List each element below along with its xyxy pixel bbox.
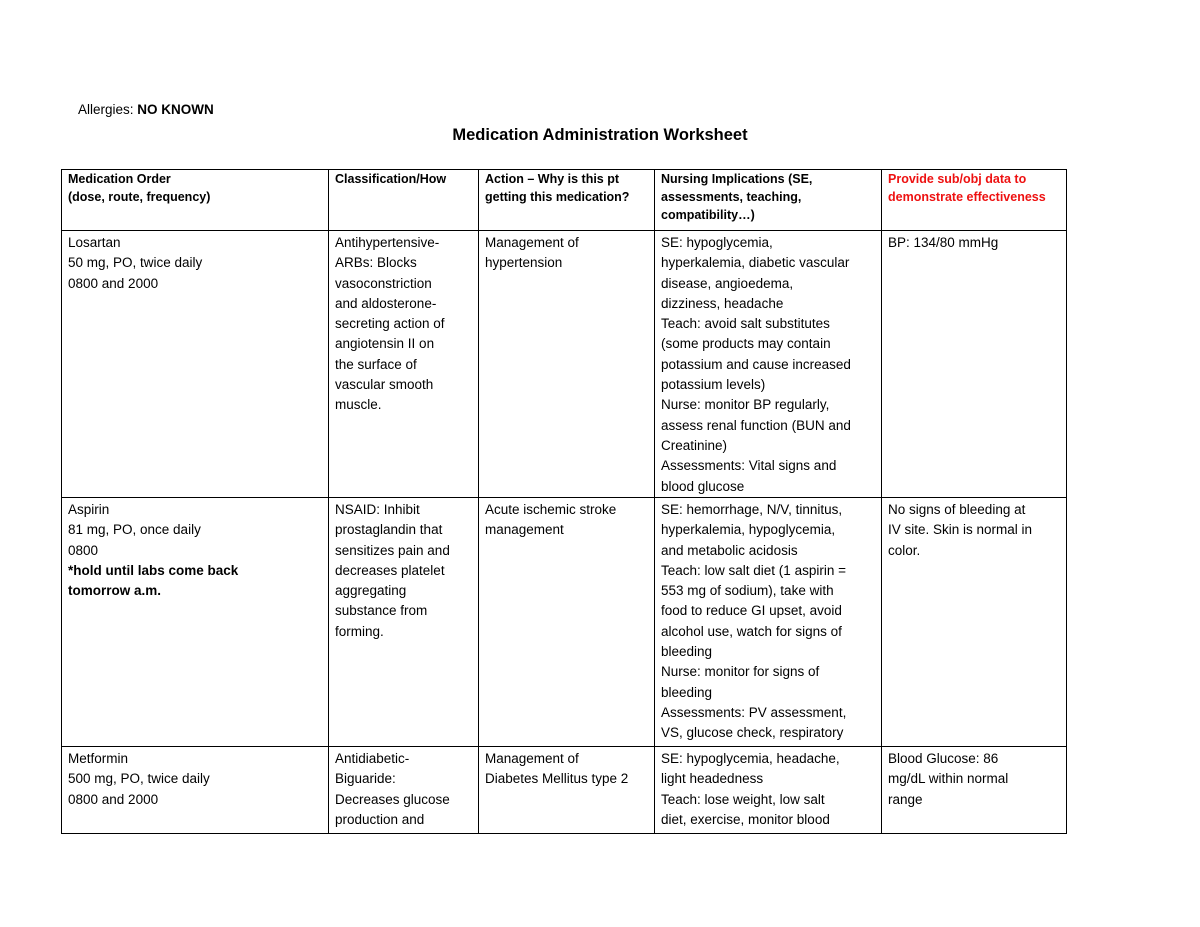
header-text: Nursing Implications (SE, xyxy=(661,172,813,186)
hold-note-line: tomorrow a.m. xyxy=(68,583,162,599)
cell-text-line: SE: hypoglycemia, headache, xyxy=(661,751,840,766)
cell-text-line: hyperkalemia, diabetic vascular xyxy=(661,255,850,271)
cell-text-line: color. xyxy=(888,542,921,558)
hold-note-line: *hold until labs come back xyxy=(68,562,239,578)
cell-action xyxy=(479,498,655,747)
cell-text-line: 0800 and 2000 xyxy=(68,275,159,291)
allergies-label: Allergies: xyxy=(78,102,134,117)
cell-text-line: NSAID: Inhibit xyxy=(335,502,420,517)
cell-text-line: disease, angioedema, xyxy=(661,275,794,291)
cell-text-line: hyperkalemia, hypoglycemia, xyxy=(661,522,836,538)
cell-text-line: VS, glucose check, respiratory xyxy=(661,725,844,741)
cell-text-line: 50 mg, PO, twice daily xyxy=(68,255,203,271)
cell-text-line: light headedness xyxy=(661,771,764,787)
cell-text-line: Biguaride: xyxy=(335,771,396,787)
cell-text-line: Teach: lose weight, low salt xyxy=(661,791,825,807)
cell-effectiveness xyxy=(882,498,1067,747)
cell-text-line: (some products may contain xyxy=(661,336,831,352)
cell-text-line: and aldosterone- xyxy=(335,295,437,311)
table-row xyxy=(62,747,1067,834)
cell-text-line: 0800 and 2000 xyxy=(68,791,159,807)
header-text: assessments, teaching, xyxy=(661,190,802,204)
cell-text-line: Blood Glucose: 86 xyxy=(888,751,999,766)
cell-text-line: alcohol use, watch for signs of xyxy=(661,623,842,639)
cell-text-line: management xyxy=(485,522,564,538)
cell-text-line: Acute ischemic stroke xyxy=(485,502,617,517)
cell-text-line: 500 mg, PO, twice daily xyxy=(68,771,210,787)
cell-text-line: Nurse: monitor for signs of xyxy=(661,664,820,680)
cell-text-line: 81 mg, PO, once daily xyxy=(68,522,201,538)
cell-text-line: forming. xyxy=(335,623,384,639)
cell-text-line: secreting action of xyxy=(335,316,445,332)
cell-classification xyxy=(329,231,479,498)
header-text: Medication Order xyxy=(68,172,171,186)
allergies-line xyxy=(78,101,214,119)
cell-text-line: vasoconstriction xyxy=(335,275,432,291)
cell-text-line: Assessments: PV assessment, xyxy=(661,704,847,720)
header-action xyxy=(479,170,655,231)
cell-action xyxy=(479,231,655,498)
header-text: (dose, route, frequency) xyxy=(68,190,211,204)
cell-text-line: Antidiabetic- xyxy=(335,751,410,766)
cell-text-line: muscle. xyxy=(335,397,382,413)
cell-text-line: dizziness, headache xyxy=(661,295,784,311)
header-text: getting this medication? xyxy=(485,190,630,204)
cell-text-line: BP: 134/80 mmHg xyxy=(888,235,999,250)
cell-text-line: Diabetes Mellitus type 2 xyxy=(485,771,629,787)
header-medication-order xyxy=(62,170,329,231)
cell-text-line: sensitizes pain and xyxy=(335,542,450,558)
cell-text-line: Management of xyxy=(485,751,579,766)
header-nursing-implications xyxy=(655,170,882,231)
cell-medication-order xyxy=(62,231,329,498)
cell-text-line: the surface of xyxy=(335,356,417,372)
medication-worksheet-table xyxy=(61,169,1067,834)
cell-text-line: Assessments: Vital signs and xyxy=(661,458,837,474)
cell-text-line: assess renal function (BUN and xyxy=(661,417,851,433)
table-row xyxy=(62,498,1067,747)
cell-text-line: SE: hemorrhage, N/V, tinnitus, xyxy=(661,502,843,517)
cell-text-line: bleeding xyxy=(661,684,713,700)
cell-medication-order xyxy=(62,747,329,834)
cell-classification xyxy=(329,747,479,834)
cell-text-line: range xyxy=(888,791,923,807)
cell-text-line: Management of xyxy=(485,235,579,250)
cell-text-line: bleeding xyxy=(661,644,713,660)
cell-text-line: No signs of bleeding at xyxy=(888,502,1026,517)
cell-text-line: Creatinine) xyxy=(661,437,728,453)
cell-text-line: decreases platelet xyxy=(335,562,445,578)
cell-text-line: 553 mg of sodium), take with xyxy=(661,583,834,599)
cell-text-line: Metformin xyxy=(68,751,129,766)
cell-text-line: vascular smooth xyxy=(335,377,434,393)
cell-text-line: aggregating xyxy=(335,583,407,599)
cell-text-line: Decreases glucose xyxy=(335,791,450,807)
cell-text-line: potassium levels) xyxy=(661,377,766,393)
cell-text-line: production and xyxy=(335,811,425,827)
cell-text-line: SE: hypoglycemia, xyxy=(661,235,773,250)
cell-text-line: Nurse: monitor BP regularly, xyxy=(661,397,830,413)
cell-text-line: Teach: low salt diet (1 aspirin = xyxy=(661,562,846,578)
cell-effectiveness xyxy=(882,747,1067,834)
table-header-row xyxy=(62,170,1067,231)
header-text: demonstrate effectiveness xyxy=(888,190,1046,204)
header-text: Provide sub/obj data to xyxy=(888,172,1027,186)
table-row xyxy=(62,231,1067,498)
cell-classification xyxy=(329,498,479,747)
cell-effectiveness xyxy=(882,231,1067,498)
cell-text-line: diet, exercise, monitor blood xyxy=(661,811,830,827)
cell-text-line: potassium and cause increased xyxy=(661,356,851,372)
cell-text-line: Antihypertensive- xyxy=(335,235,440,250)
cell-text-line: blood glucose xyxy=(661,478,745,494)
page-title: Medication Administration Worksheet xyxy=(452,126,748,144)
header-classification xyxy=(329,170,479,231)
header-effectiveness xyxy=(882,170,1067,231)
cell-text-line: hypertension xyxy=(485,255,563,271)
cell-nursing-implications xyxy=(655,747,882,834)
cell-text-line: and metabolic acidosis xyxy=(661,542,798,558)
cell-text-line: IV site. Skin is normal in xyxy=(888,522,1033,538)
cell-text-line: mg/dL within normal xyxy=(888,771,1009,787)
cell-action xyxy=(479,747,655,834)
header-text: Classification/How xyxy=(335,172,447,186)
header-text: compatibility…) xyxy=(661,208,755,222)
cell-nursing-implications xyxy=(655,498,882,747)
cell-text-line: ARBs: Blocks xyxy=(335,255,417,271)
cell-text-line: substance from xyxy=(335,603,428,619)
cell-text-line: angiotensin II on xyxy=(335,336,435,352)
cell-text-line: prostaglandin that xyxy=(335,522,443,538)
cell-nursing-implications xyxy=(655,231,882,498)
cell-text-line: Aspirin xyxy=(68,502,110,517)
cell-text-line: Teach: avoid salt substitutes xyxy=(661,316,830,332)
cell-text-line: Losartan xyxy=(68,235,121,250)
cell-medication-order xyxy=(62,498,329,747)
cell-text-line: food to reduce GI upset, avoid xyxy=(661,603,842,619)
cell-text-line: 0800 xyxy=(68,542,99,558)
allergies-value: NO KNOWN xyxy=(137,102,214,117)
header-text: Action – Why is this pt xyxy=(485,172,620,186)
